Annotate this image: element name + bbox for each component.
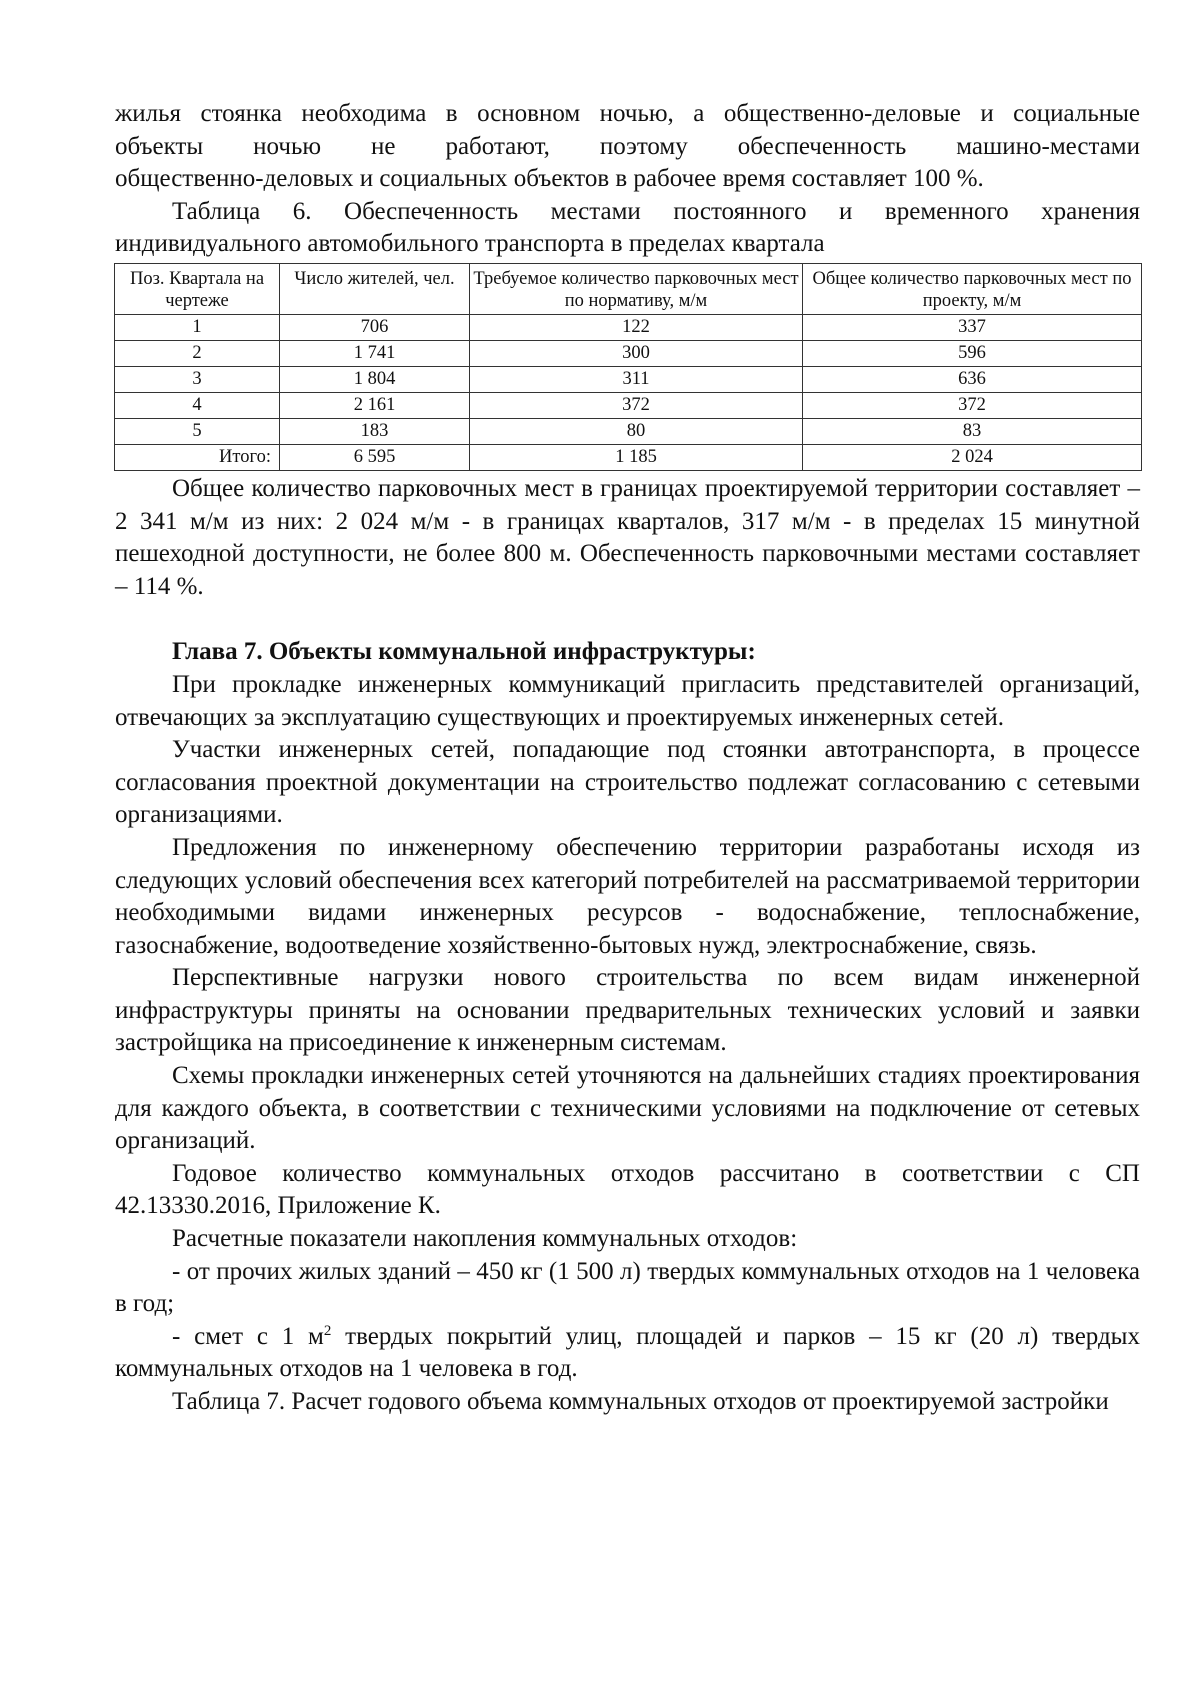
parking-table — [114, 263, 1142, 471]
chapter-7-paragraph-5: Схемы прокладки инженерных сетей уточняются на дальнейших стадиях проектирования для каждого объекта, в соответствии с техническими условиями на подключение от сетевых организаций. — [115, 1062, 1140, 1155]
intro-line-1: жилья стоянка необходима в основном ночью, а общественно-деловые и социальные — [115, 100, 1140, 127]
superscript-2: 2 — [323, 1322, 332, 1339]
table6-caption-line-2: индивидуального автомобильного транспорта в пределах квартала — [115, 230, 825, 258]
chapter-7-heading: Глава 7. Объекты коммунальной инфраструктуры: — [172, 638, 756, 666]
chapter-7-paragraph-4: Перспективные нагрузки нового строительства по всем видам инженерной инфраструктуры приняты на основании предварительных технических условий и заявки застройщика на присоединение к инженерным системам. — [115, 964, 1140, 1057]
table-cell: 2 161 — [280, 392, 470, 418]
table-row — [115, 418, 1142, 444]
table-cell: 1 804 — [280, 366, 470, 392]
chapter-7-paragraph-6: Годовое количество коммунальных отходов рассчитано в соответствии с СП 42.13330.2016, Приложение К. — [115, 1159, 1140, 1220]
table-row — [115, 314, 1142, 340]
table-cell: 636 — [803, 366, 1142, 392]
intro-line-3: общественно-деловых и социальных объектов в рабочее время составляет 100 %. — [115, 165, 984, 193]
chapter-7-paragraph-3: Предложения по инженерному обеспечению территории разработаны исходя из следующих условий обеспечения всех категорий потребителей на рассматриваемой территории необходимыми видами инженерных ресурсов - водоснабжение, теплоснабжение, газоснабжение, водоотведение хозяйственно-бытовых нужд, электроснабжение, связь. — [115, 833, 1140, 959]
parking-summary-paragraph: Общее количество парковочных мест в границах проектируемой территории составляет – 2 341 м/м из них: 2 024 м/м - в границах кварталов, 317 м/м - в пределах 15 минутной пешеходной доступности, не более 800 м. Обеспеченность парковочными местами составляет – 114 %. — [115, 474, 1140, 600]
table-header-cell: Требуемое количество парковочных мест по нормативу, м/м — [470, 263, 803, 314]
table-cell: 300 — [470, 340, 803, 366]
table-cell: 596 — [803, 340, 1142, 366]
table-cell: 337 — [803, 314, 1142, 340]
waste-norm-text-end: твердых покрытий улиц, площадей и парков – 15 кг (20 л) твердых коммунальных отходов на 1 человека в год. — [115, 1322, 1140, 1383]
table-row — [115, 366, 1142, 392]
table7-caption: Таблица 7. Расчет годового объема коммунальных отходов от проектируемой застройки — [172, 1388, 1109, 1415]
chapter-7-paragraph-1: При прокладке инженерных коммуникаций пригласить представителей организаций, отвечающих за эксплуатацию существующих и проектируемых инженерных сетей. — [115, 670, 1140, 731]
table-cell: 83 — [803, 418, 1142, 444]
document-body — [115, 98, 1140, 1419]
table-cell: 3 — [115, 366, 280, 392]
table6-caption-line-1: Таблица 6. Обеспеченность местами постоянного и временного хранения — [172, 197, 1140, 225]
table-total-cell: 6 595 — [280, 444, 470, 470]
table-cell: 122 — [470, 314, 803, 340]
waste-norm-text-start: - смет с 1 м — [172, 1322, 324, 1350]
table-cell: 372 — [470, 392, 803, 418]
table-header-cell: Общее количество парковочных мест по проекту, м/м — [803, 263, 1142, 314]
table-total-label: Итого: — [115, 444, 280, 470]
table-header-row — [115, 263, 1142, 314]
table-cell: 5 — [115, 418, 280, 444]
table-cell: 2 — [115, 340, 280, 366]
table-cell: 1 741 — [280, 340, 470, 366]
waste-norm-residential: - от прочих жилых зданий – 450 кг (1 500 л) твердых коммунальных отходов на 1 человека в год; — [115, 1257, 1140, 1318]
table-total-cell: 2 024 — [803, 444, 1142, 470]
table-cell: 183 — [280, 418, 470, 444]
table-row — [115, 340, 1142, 366]
table-total-cell: 1 185 — [470, 444, 803, 470]
waste-norm-street-sweepings — [115, 1321, 1140, 1386]
table-cell: 372 — [803, 392, 1142, 418]
table-cell: 706 — [280, 314, 470, 340]
table-row — [115, 392, 1142, 418]
chapter-7-paragraph-2: Участки инженерных сетей, попадающие под стоянки автотранспорта, в процессе согласования проектной документации на строительство подлежат согласованию с сетевыми организациями. — [115, 736, 1140, 829]
table-header-cell: Число жителей, чел. — [280, 263, 470, 314]
table-cell: 4 — [115, 392, 280, 418]
chapter-7-paragraph-7: Расчетные показатели накопления коммунальных отходов: — [172, 1225, 798, 1253]
intro-line-2: объекты ночью не работают, поэтому обеспеченность машино-местами — [115, 132, 1140, 160]
table-cell: 311 — [470, 366, 803, 392]
table-total-row — [115, 444, 1142, 470]
table-cell: 1 — [115, 314, 280, 340]
table-cell: 80 — [470, 418, 803, 444]
table-header-cell: Поз. Квартала на чертеже — [115, 263, 280, 314]
